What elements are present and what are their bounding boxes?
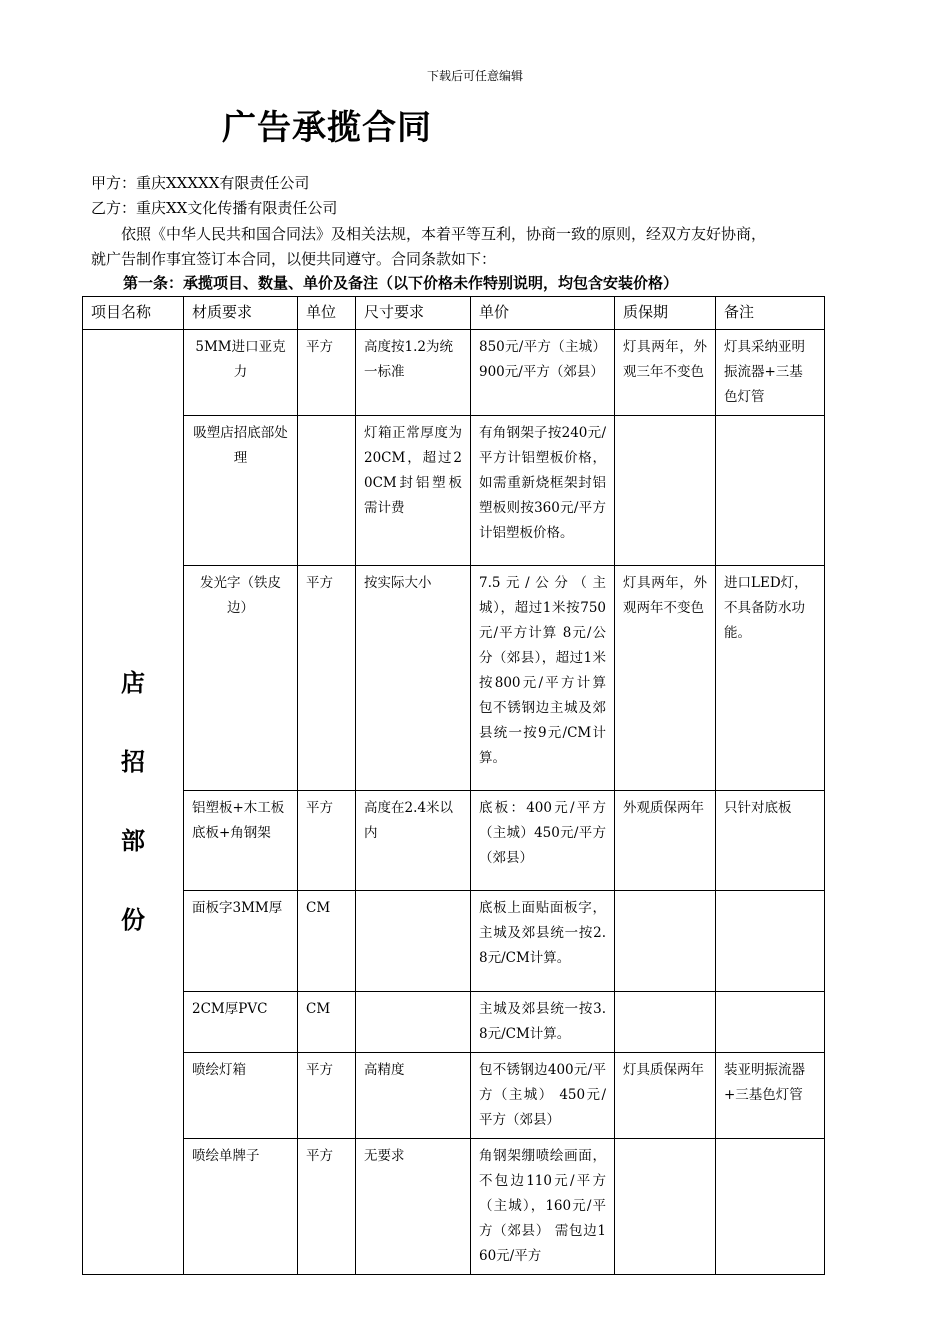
unit-cell: 平方 (298, 1053, 356, 1139)
warranty-cell: 灯具质保两年 (615, 1053, 716, 1139)
note-cell (716, 992, 825, 1053)
note-cell: 只针对底板 (716, 791, 825, 891)
header-cell: 项目名称 (83, 297, 184, 330)
material-cell: 5MM进口亚克力 (184, 330, 298, 416)
header-cell: 单位 (298, 297, 356, 330)
category-char: 份 (121, 906, 145, 934)
table-row (83, 1053, 825, 1139)
header-cell: 单价 (471, 297, 615, 330)
material-cell: 喷绘单牌子 (184, 1139, 298, 1275)
note-cell (716, 891, 825, 992)
table-row (83, 416, 825, 566)
unit-cell: 平方 (298, 1139, 356, 1275)
warranty-cell (615, 416, 716, 566)
table-header-row (83, 297, 825, 330)
note-cell: 装亚明振流器+三基色灯管 (716, 1053, 825, 1139)
price-cell: 7.5元/公分（主城），超过1米按750元/平方计算 8元/公分（郊县），超过1米按800元/平方计算 包不锈钢边主城及郊县统一按9元/CM计算。 (471, 566, 615, 791)
price-cell: 底板上面贴面板字，主城及郊县统一按2.8元/CM计算。 (471, 891, 615, 992)
category-cell (83, 330, 184, 1275)
warranty-cell: 外观质保两年 (615, 791, 716, 891)
material-cell: 喷绘灯箱 (184, 1053, 298, 1139)
table-row (83, 992, 825, 1053)
material-cell: 2CM厚PVC (184, 992, 298, 1053)
size-cell: 高精度 (356, 1053, 471, 1139)
table-row (83, 891, 825, 992)
price-cell: 包不锈钢边400元/平方（主城） 450元/平方（郊县） (471, 1053, 615, 1139)
price-cell: 有角钢架子按240元/平方计铝塑板价格，如需重新烧框架封铝塑板则按360元/平方计铝塑板价格。 (471, 416, 615, 566)
table-row (83, 791, 825, 891)
note-cell (716, 416, 825, 566)
material-cell: 吸塑店招底部处理 (184, 416, 298, 566)
material-cell: 面板字3MM厚 (184, 891, 298, 992)
warranty-cell (615, 891, 716, 992)
party-b: 乙方：重庆XX文化传播有限责任公司 (91, 199, 338, 217)
table-row (83, 566, 825, 791)
size-cell: 灯箱正常厚度为20CM，超过20CM封铝塑板需计费 (356, 416, 471, 566)
table-row (83, 330, 825, 416)
size-cell: 高度按1.2为统一标准 (356, 330, 471, 416)
price-cell: 角钢架绷喷绘画面，不包边110元/平方（主城），160元/平方（郊县） 需包边160元/平方 (471, 1139, 615, 1275)
size-cell: 按实际大小 (356, 566, 471, 791)
warranty-cell: 灯具两年，外观两年不变色 (615, 566, 716, 791)
note-cell: 灯具采纳亚明振流器+三基色灯管 (716, 330, 825, 416)
price-cell: 850元/平方（主城）900元/平方（郊县） (471, 330, 615, 416)
category-char: 店 (121, 669, 145, 697)
header-note: 下载后可任意编辑 (426, 69, 523, 83)
header-cell: 材质要求 (184, 297, 298, 330)
intro-line-1: 依照《中华人民共和国合同法》及相关法规，本着平等互利，协商一致的原则，经双方友好协商， (121, 225, 767, 243)
pricing-table (82, 296, 825, 1275)
unit-cell: 平方 (298, 566, 356, 791)
unit-cell: CM (298, 891, 356, 992)
warranty-cell: 灯具两年，外观三年不变色 (615, 330, 716, 416)
header-cell: 质保期 (615, 297, 716, 330)
unit-cell: 平方 (298, 330, 356, 416)
header-cell: 尺寸要求 (356, 297, 471, 330)
size-cell: 无要求 (356, 1139, 471, 1275)
size-cell (356, 891, 471, 992)
note-cell: 进口LED灯，不具备防水功能。 (716, 566, 825, 791)
header-cell: 备注 (716, 297, 825, 330)
warranty-cell (615, 1139, 716, 1275)
warranty-cell (615, 992, 716, 1053)
material-cell: 铝塑板+木工板底板+角钢架 (184, 791, 298, 891)
intro-line-2: 就广告制作事宜签订本合同，以便共同遵守。合同条款如下： (91, 250, 497, 268)
category-char: 招 (121, 748, 145, 776)
price-cell: 主城及郊县统一按3.8元/CM计算。 (471, 992, 615, 1053)
unit-cell (298, 416, 356, 566)
clause-1-heading: 第一条：承揽项目、数量、单价及备注（以下价格未作特别说明，均包含安装价格） (123, 274, 679, 292)
material-cell: 发光字（铁皮边） (184, 566, 298, 791)
document-title: 广告承揽合同 (222, 108, 432, 148)
size-cell: 高度在2.4米以内 (356, 791, 471, 891)
table-row (83, 1139, 825, 1275)
unit-cell: CM (298, 992, 356, 1053)
category-char: 部 (121, 827, 145, 855)
price-cell: 底板：400元/平方（主城）450元/平方（郊县） (471, 791, 615, 891)
unit-cell: 平方 (298, 791, 356, 891)
size-cell (356, 992, 471, 1053)
note-cell (716, 1139, 825, 1275)
party-a: 甲方：重庆XXXXX有限责任公司 (91, 174, 310, 192)
